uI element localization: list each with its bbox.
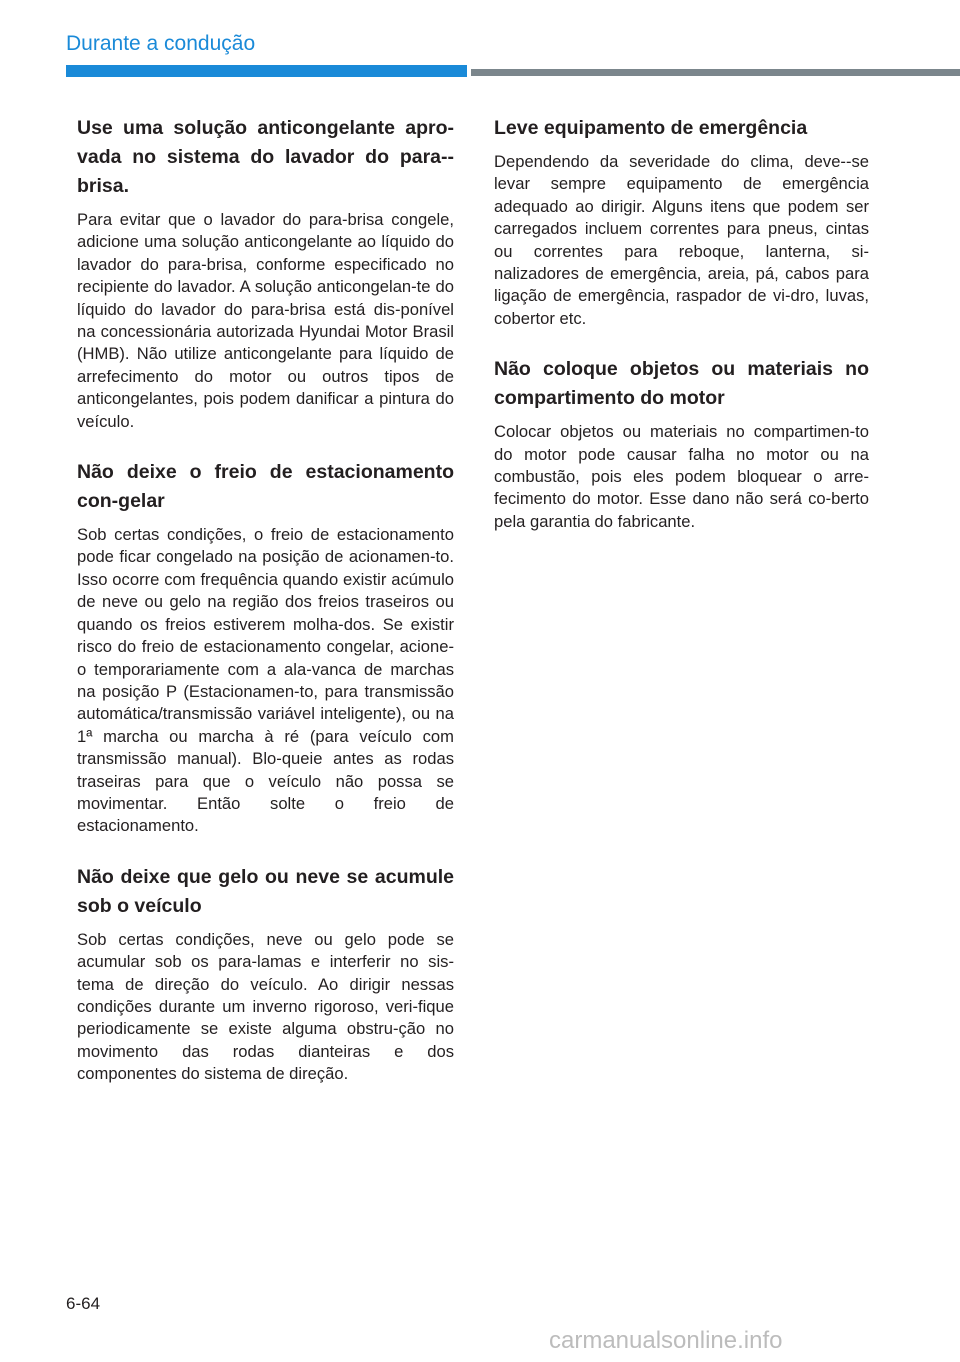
section-body: Sob certas condições, o freio de estacionamento pode ficar congelado na posição de acionamen-to. Isso ocorre com frequência quando existir acúmulo de neve ou gelo na região dos freios traseiros ou quando os freios estiverem molha-dos. Se existir risco do freio de estacionamento congelar, acione-o temporariamente com a ala-vanca de marchas na posição P (Estacionamen-to, para transmissão automática/transmissão variável inteligente), ou na 1ª marcha ou marcha à ré (para veículo com transmissão manual). Blo-queie antes as rodas traseiras para que o veículo não possa se movimentar. Então solte o freio de estacionamento.	[77, 525, 454, 836]
header-rule	[471, 69, 960, 76]
header-accent-bar	[66, 65, 467, 77]
section-body: Sob certas condições, neve ou gelo pode se acumular sob os para-lamas e interferir no sis-tema de direção do veículo. Ao dirigir nessas condições durante um inverno rigoroso, veri-fique periodicamente se existe alguma obstru-ção no movimento das rodas dianteiras e dos componentes do sistema de direção.	[77, 929, 454, 1084]
section-title: Leve equipamento de emergência	[494, 117, 808, 139]
watermark: carmanualsonline.info	[549, 1327, 783, 1354]
section-title: Não coloque objetos ou materiais no compartimento do motor	[494, 358, 869, 410]
section-emergency-equipment	[494, 114, 869, 330]
section-title: Não deixe o freio de estacionamento con-gelar	[77, 461, 454, 513]
page-number: 6-64	[66, 1294, 101, 1313]
section-ice-under-vehicle	[77, 863, 454, 1086]
right-column	[494, 114, 869, 533]
section-title: Use uma solução anticongelante apro-vada no sistema do lavador do para--brisa.	[77, 117, 454, 197]
section-body: Dependendo da severidade do clima, deve--se levar sempre equipamento de emergência adequado ao dirigir. Alguns itens que podem ser carregados incluem correntes para pneus, cintas ou correntes para reboque, lanterna, si-nalizadores de emergência, areia, pá, cabos para ligação de emergência, raspador de vi-dro, luvas, cobertor etc.	[494, 152, 869, 328]
section-parking-brake-freeze	[77, 458, 454, 838]
section-title: Não deixe que gelo ou neve se acumule sob o veículo	[77, 865, 454, 917]
section-body: Para evitar que o lavador do para-brisa congele, adicione uma solução anticongelante ao líquido do lavador do para-brisa, conforme especificado no recipiente do lavador. A solução anticongelan-te do líquido do lavador do para-brisa está dis-ponível na concessionária autorizada Hyundai Motor Brasil (HMB). Não utilize anticongelante para líquido de arrefecimento do motor ou outros tipos de anticongelantes, pois podem danificar a pintura do veículo.	[77, 210, 454, 431]
section-header-title: Durante a condução	[66, 32, 256, 55]
section-body: Colocar objetos ou materiais no compartimen-to do motor pode causar falha no motor ou na combustão, pois eles podem bloquear o arre-fecimento do motor. Esse dano não será co-berto pela garantia do fabricante.	[494, 422, 869, 531]
left-column	[77, 114, 454, 1086]
section-washer-antifreeze	[77, 114, 454, 433]
section-engine-compartment-objects	[494, 355, 869, 533]
